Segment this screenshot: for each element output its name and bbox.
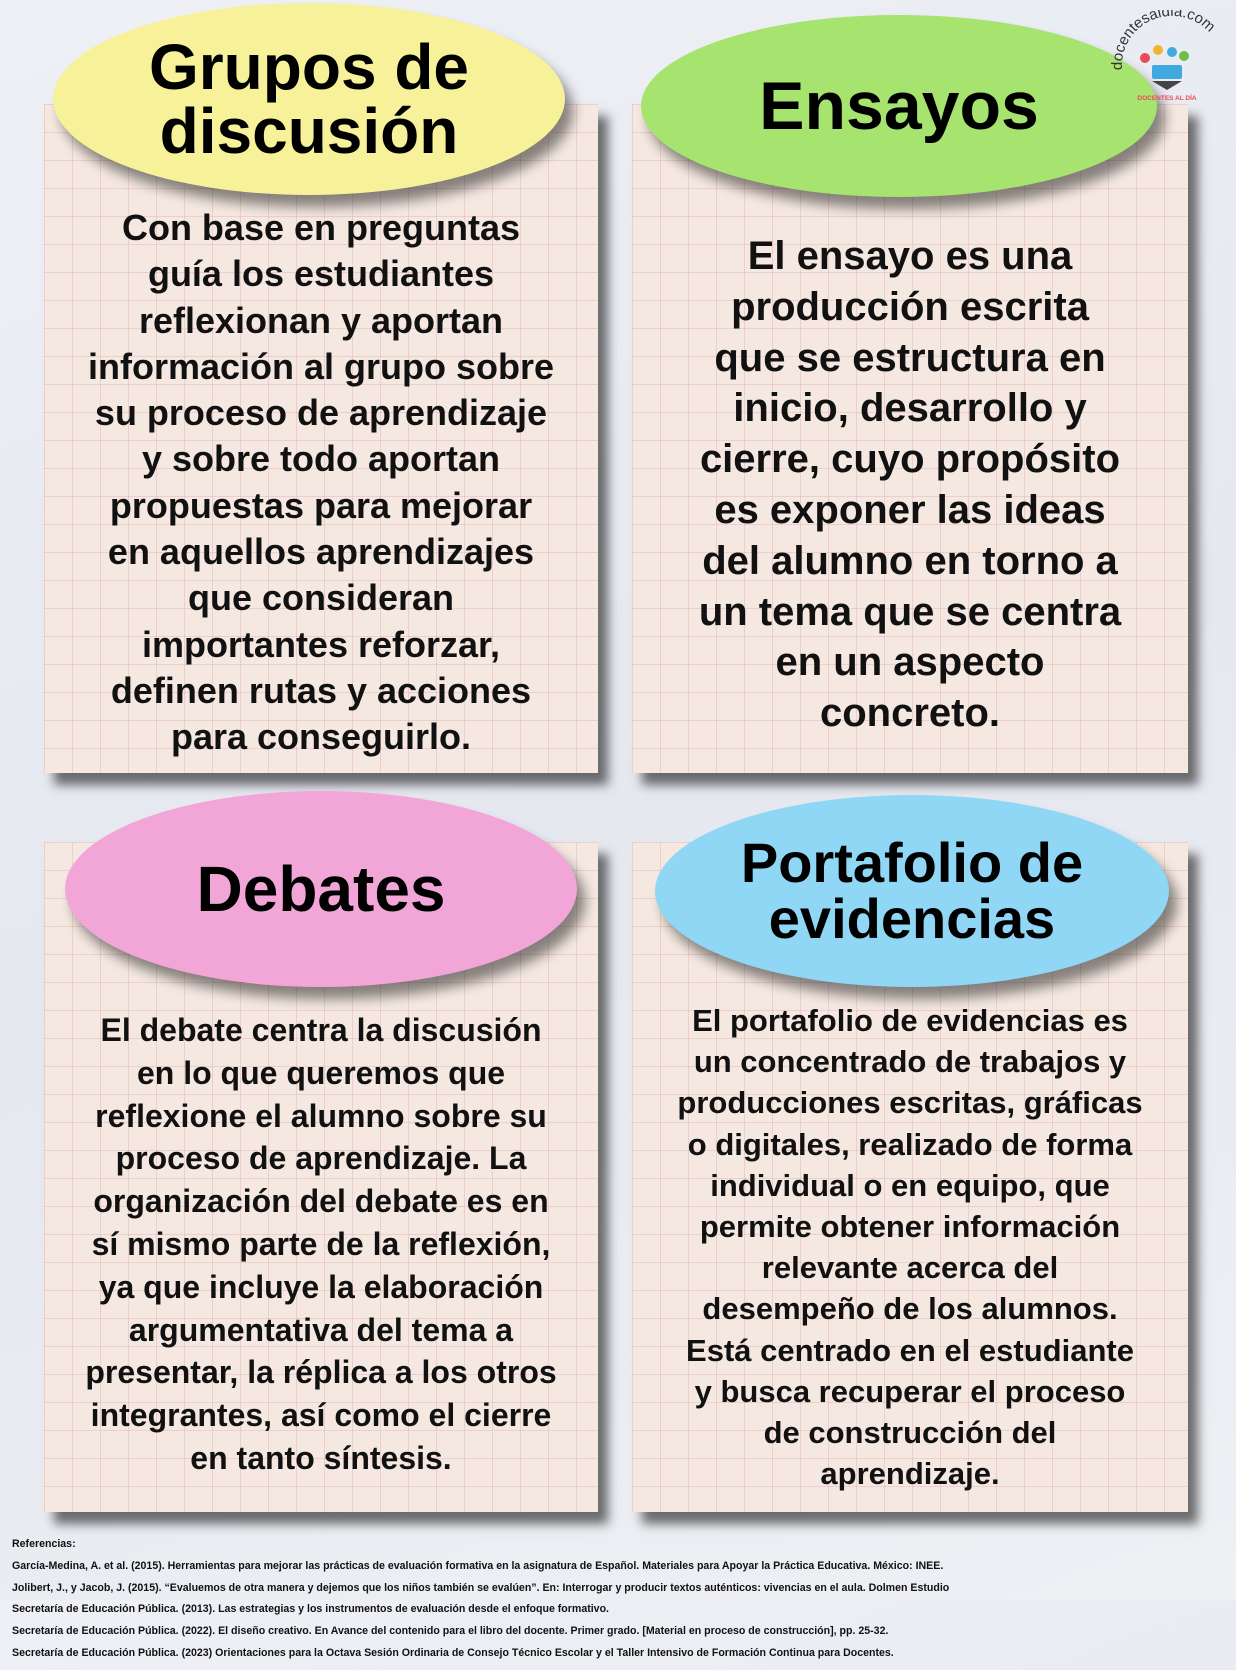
reference-item: Secretaría de Educación Pública. (2022). El diseño creativo. En Avance del contenido para el libro del docente. Primer grado. [Material en proceso de construcción], pp. 25-32.: [12, 1625, 889, 1638]
reference-item: García-Medina, A. et al. (2015). Herramientas para mejorar las prácticas de evaluación formativa en la asignatura de Español. Materiales para Apoyar la Práctica Educativa. México: INEE.: [12, 1559, 944, 1572]
title-oval-portafolio: [655, 795, 1169, 987]
card-title: Debates: [196, 853, 446, 925]
title-oval-ensayos: [641, 15, 1157, 197]
card-title: Portafolio de evidencias: [740, 831, 1084, 950]
reference-item: Secretaría de Educación Pública. (2013). Las estrategias y los instrumentos de evaluación desde el enfoque formativo.: [12, 1603, 609, 1616]
card-body-portafolio: El portafolio de evidencias es un concentrado de trabajos y producciones escritas, gráficas o digitales, realizado de forma individual o en equipo, que permite obtener información relevante acerca del desempeño de los alumnos. Está centrado en el estudiante y busca recuperar el proceso de construcción del aprendizaje.: [677, 1003, 1143, 1492]
title-oval-debates: [65, 791, 577, 987]
card-body-debates: El debate centra la discusión en lo que queremos que reflexione el alumno sobre su proceso de aprendizaje. La organización del debate es en sí mismo parte de la reflexión, ya que incluye la elaboración argumentativa del tema a presentar, la réplica a los otros integrantes, así como el cierre en tanto síntesis.: [85, 1012, 557, 1476]
references: [12, 1528, 1222, 1670]
card-body-ensayos: El ensayo es una producción escrita que se estructura en inicio, desarrollo y cierre, cuyo propósito es exponer las ideas del alumno en torno a un tema que se centra en un aspecto concreto.: [698, 234, 1122, 736]
card-body-grupos-discusion: Con base en preguntas guía los estudiantes reflexionan y aportan información al grupo sobre su proceso de aprendizaje y sobre todo aportan propuestas para mejorar en aquellos aprendizajes que consideran importantes reforzar, definen rutas y acciones para conseguirlo.: [87, 207, 555, 758]
logo-arc-text: docentesaldia.com: [1110, 10, 1219, 71]
card-title: Ensayos: [759, 68, 1039, 144]
card-title: Grupos de discusión: [148, 31, 470, 167]
docentes-al-dia-logo: [1110, 10, 1232, 105]
title-oval-grupos-discusion: [53, 3, 565, 195]
logo-caption: DOCENTES AL DÍA: [1137, 95, 1197, 102]
references-heading: Referencias:: [12, 1537, 76, 1550]
reference-item: Secretaría de Educación Pública. (2023) Orientaciones para la Octava Sesión Ordinaria de Consejo Técnico Escolar y el Taller Intensivo de Formación Continua para Docentes.: [12, 1646, 894, 1659]
svg-text:docentesaldia.com: [1110, 10, 1219, 70]
reference-item: Jolibert, J., y Jacob, J. (2015). “Evaluemos de otra manera y dejemos que los niños también se evalúen”. En: Interrogar y producir textos auténticos: vivencias en el aula. Dolmen Estudio: [12, 1581, 950, 1594]
